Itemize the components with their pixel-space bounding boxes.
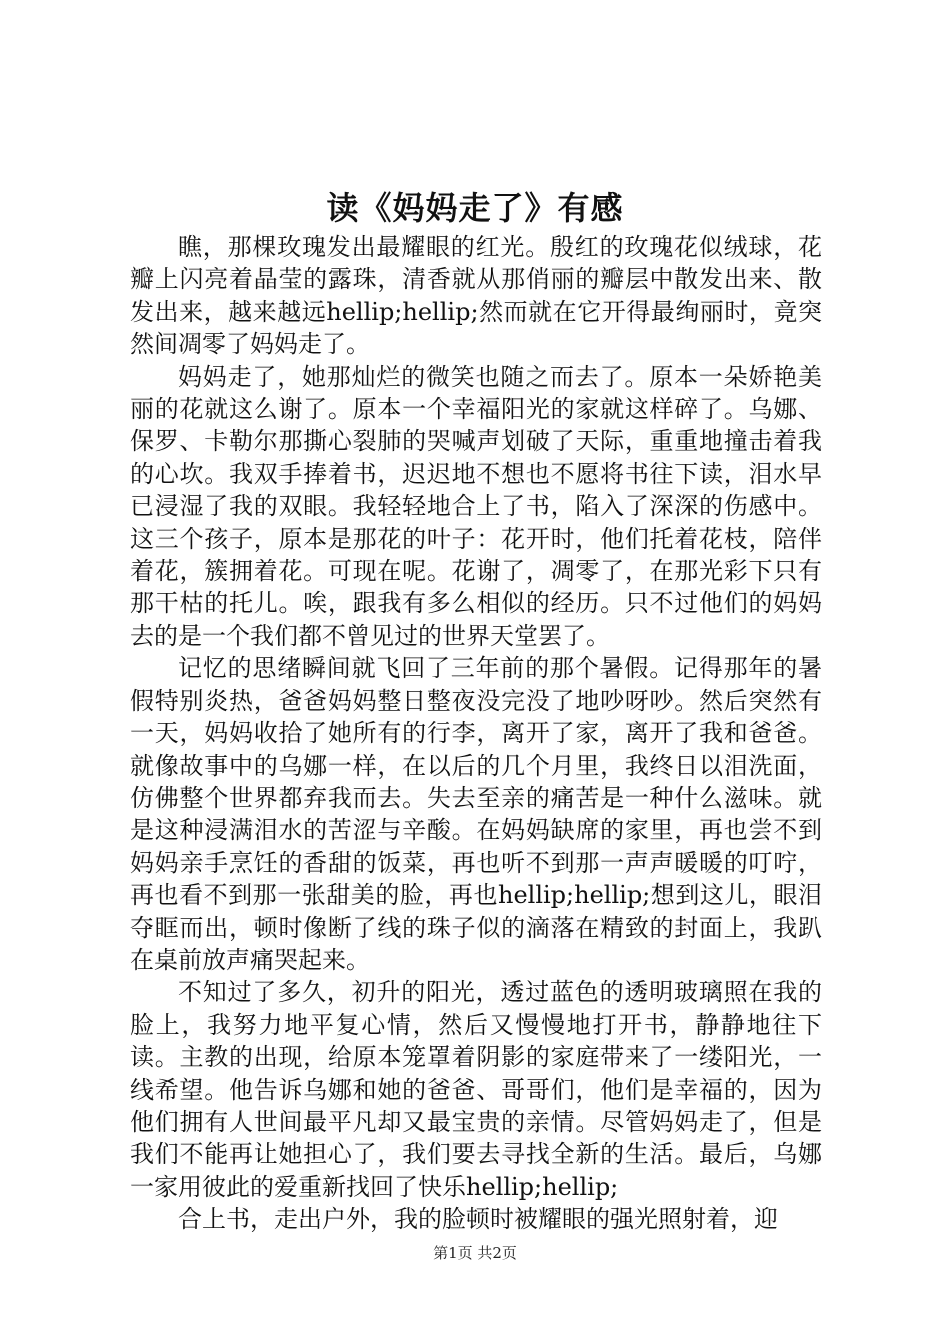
document-title: 读《妈妈走了》有感 — [326, 189, 624, 227]
paragraph-2: 妈妈走了，她那灿烂的微笑也随之而去了。原本一朵娇艳美丽的花就这么谢了。原本一个幸福阳光的家就这样碎了。乌娜、保罗、卡勒尔那撕心裂肺的哭喊声划破了天际，重重地撞击着我的心坎。我双手捧着书，迟迟地不想也不愿将书往下读，泪水早已浸湿了我的双眼。我轻轻地合上了书，陷入了深深的伤感中。这三个孩子，原本是那花的叶子：花开时，他们托着花枝，陪伴着花，簇拥着花。可现在呢。花谢了，凋零了，在那光彩下只有那干枯的托儿。唉，跟我有多么相似的经历。只不过他们的妈妈去的是一个我们都不曾见过的世界天堂罢了。 — [130, 362, 822, 650]
paragraph-4: 不知过了多久，初升的阳光，透过蓝色的透明玻璃照在我的脸上，我努力地平复心情，然后又慢慢地打开书，静静地往下读。主教的出现，给原本笼罩着阴影的家庭带来了一缕阳光，一线希望。他告诉乌娜和她的爸爸、哥哥们，他们是幸福的，因为他们拥有人世间最平凡却又最宝贵的亲情。尽管妈妈走了，但是我们不能再让她担心了，我们要去寻找全新的生活。最后，乌娜一家用彼此的爱重新找回了快乐hellip;hellip; — [130, 978, 822, 1201]
paragraph-3: 记忆的思绪瞬间就飞回了三年前的那个暑假。记得那年的暑假特别炎热，爸爸妈妈整日整夜没完没了地吵呀吵。然后突然有一天，妈妈收拾了她所有的行李，离开了家，离开了我和爸爸。就像故事中的乌娜一样，在以后的几个月里，我终日以泪洗面，仿佛整个世界都弃我而去。失去至亲的痛苦是一种什么滋味。就是这种浸满泪水的苦涩与辛酸。在妈妈缺席的家里，再也尝不到妈妈亲手烹饪的香甜的饭菜，再也听不到那一声声暖暖的叮咛，再也看不到那一张甜美的脸，再也hellip;hellip;想到这儿，眼泪夺眶而出，顿时像断了线的珠子似的滴落在精致的封面上，我趴在桌前放声痛哭起来。 — [130, 654, 822, 974]
paragraph-1: 瞧，那棵玫瑰发出最耀眼的红光。殷红的玫瑰花似绒球，花瓣上闪亮着晶莹的露珠，清香就从那俏丽的瓣层中散发出来、散发出来，越来越远hellip;hellip;然而就在它开得最绚丽时，竟突然间凋零了妈妈走了。 — [130, 233, 822, 359]
document-body — [130, 231, 822, 1236]
paragraph-5: 合上书，走出户外，我的脸顿时被耀眼的强光照射着，迎 — [178, 1205, 778, 1234]
page-number-footer: 第1页 共2页 — [433, 1244, 517, 1262]
